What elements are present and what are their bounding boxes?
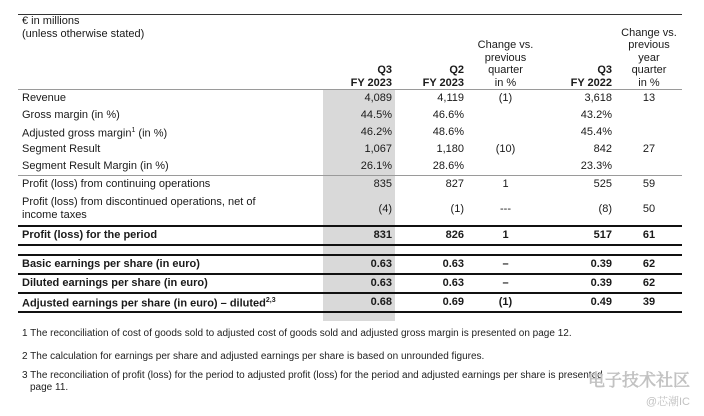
- col-q2-fy2023: Q2 FY 2023: [422, 64, 464, 89]
- table-row: Profit (loss) from discontinued operations, net of income taxes (4) (1) --- (8) 50: [18, 193, 682, 226]
- table-row: Gross margin (in %) 44.5% 46.6% 43.2%: [18, 107, 682, 124]
- footnote-2: 2 The calculation for earnings per share and adjusted earnings per share is based on unrounded figures.: [22, 351, 485, 362]
- row-label: Diluted earnings per share (in euro): [18, 274, 323, 293]
- footnote-1: 1 The reconciliation of cost of goods sold to adjusted cost of goods sold and adjusted gross margin is presented on page 12.: [22, 328, 572, 339]
- table-row: Adjusted earnings per share (in euro) – diluted$^{2,3}$ 0.68 0.69 (1) 0.49 39: [18, 293, 682, 312]
- watermark-handle: @芯潮IC: [645, 396, 690, 408]
- col-change-prev-year-quarter: Change vs. previous year quarter in %: [621, 26, 677, 89]
- col-q3-fy2023: Q3 FY 2023: [350, 64, 392, 89]
- row-label: Basic earnings per share (in euro): [18, 255, 323, 274]
- row-label: Adjusted earnings per share (in euro) – diluted$^{2,3}$: [18, 293, 323, 312]
- watermark-logo: 电子技术社区: [588, 371, 690, 390]
- table-row: Revenue 4,089 4,119 (1) 3,618 13: [18, 90, 682, 108]
- table-row-total: Profit (loss) for the period 831 826 1 517 61: [18, 226, 682, 245]
- table-row: Segment Result Margin (in %) 26.1% 28.6% 23.3%: [18, 158, 682, 176]
- row-label: Gross margin (in %): [22, 109, 120, 121]
- header-row: [18, 15, 682, 90]
- row-label: Segment Result Margin (in %): [22, 160, 169, 172]
- footnote-3-cont: page 11.: [30, 382, 69, 393]
- row-label: Adjusted gross margin$^1$ (in %): [22, 127, 168, 140]
- table-row: Segment Result 1,067 1,180 (10) 842 27: [18, 141, 682, 158]
- row-label: Profit (loss) for the period: [18, 226, 323, 245]
- row-label: Profit (loss) from continuing operations: [18, 176, 323, 194]
- table-row: Diluted earnings per share (in euro) 0.63 0.63 – 0.39 62: [18, 274, 682, 293]
- table-row: Basic earnings per share (in euro) 0.63 0.63 – 0.39 62: [18, 255, 682, 274]
- table-row: Profit (loss) from continuing operations 835 827 1 525 59: [18, 176, 682, 194]
- financial-table: [18, 14, 682, 313]
- row-label: Segment Result: [22, 143, 101, 155]
- unit-line-2: (unless otherwise stated): [22, 27, 145, 40]
- col-change-prev-quarter: Change vs. previous quarter in %: [477, 39, 534, 89]
- row-label: Revenue: [18, 90, 323, 108]
- table-divider: [18, 245, 682, 255]
- table-row: Adjusted gross margin$^1$ (in %) 46.2% 48.6% 45.4%: [18, 124, 682, 141]
- row-label: Profit (loss) from discontinued operations, net of income taxes: [22, 196, 256, 221]
- col-q3-fy2022: Q3 FY 2022: [570, 64, 612, 89]
- footnote-3: 3 The reconciliation of profit (loss) for the period to adjusted profit (loss) for the period and adjusted earnings per share is presented: [22, 370, 603, 381]
- unit-header: [18, 15, 323, 90]
- unit-line-1: € in millions: [22, 15, 80, 27]
